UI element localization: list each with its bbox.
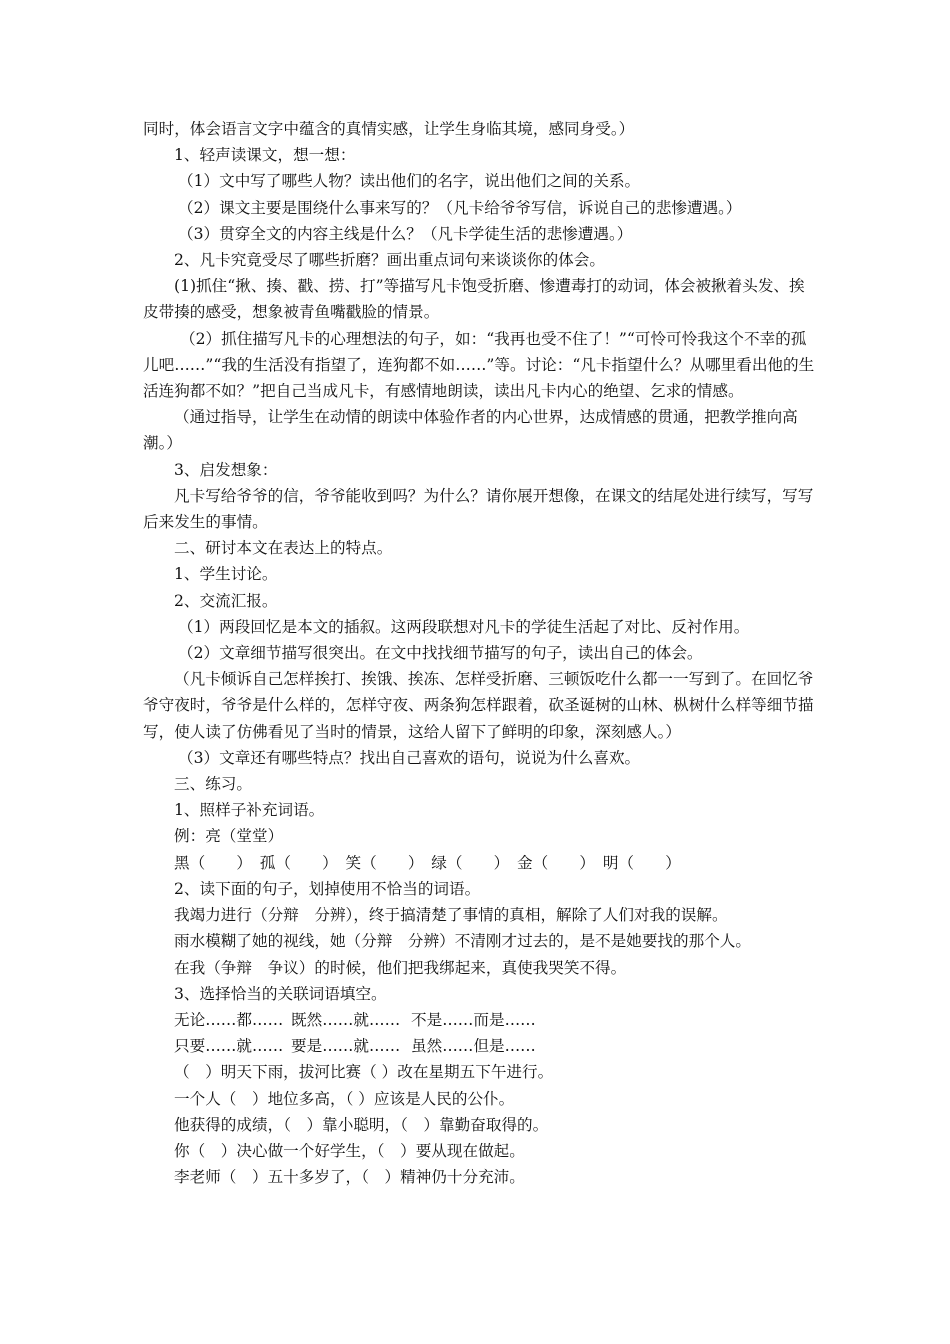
exercise-heading: 1、照样子补充词语。 [174,801,325,820]
question-item: （1）文中写了哪些人物？读出他们的名字，说出他们之间的关系。 [178,172,641,191]
conjunction-row [143,1033,815,1059]
paragraph: （2）抓住描写凡卡的心理想法的句子，如：“我再也受不住了！”“可怜可怜我这个不幸的孤儿吧……”“我的生活没有指望了，连狗都不如……”等。讨论：“凡卡指望什么？从哪里看出他的生活连狗都不如？”把自己当成凡卡，有感情地朗读，读出凡卡内心的绝望、乞求的情感。 [143,329,815,401]
exercise-sentence: 雨水模糊了她的视线，她（分辩 分辨）不清刚才过去的，是不是她要找的那个人。 [174,932,751,951]
paragraph: （凡卡倾诉自己怎样挨打、挨饿、挨冻、怎样受折磨、三顿饭吃什么都一一写到了。在回忆爷爷守夜时，爷爷是什么样的，怎样守夜、两条狗怎样跟着，砍圣诞树的山林、枞树什么样等细节描写，使人读了仿佛看见了当时的情景，这给人留下了鲜明的印象，深刻感人。） [143,670,814,741]
exercise-heading: 2、读下面的句子，划掉使用不恰当的词语。 [174,879,481,898]
paragraph: (1)抓住“揪、揍、戳、捞、打”等描写凡卡饱受折磨、惨遭毒打的动词，体会被揪着头发、挨皮带揍的感受，想象被青鱼嘴戳脸的情景。 [143,277,805,322]
conjunction-option: 不是……而是…… [411,1010,536,1029]
list-item: （1）两段回忆是本文的插叙。这两段联想对凡卡的学徒生活起了对比、反衬作用。 [178,617,750,636]
list-item: （3）文章还有哪些特点？找出自己喜欢的语句，说说为什么喜欢。 [178,748,641,767]
conjunction-option: 虽然……但是…… [411,1037,536,1056]
section-heading: 3、启发想象： [174,460,278,479]
exercise-sentence: 我竭力进行（分辩 分辨），终于搞清楚了事情的真相，解除了人们对我的误解。 [174,906,728,925]
section-heading: 二、研讨本文在表达上的特点。 [174,539,393,558]
exercise-sentence: （ ）明天下雨，拔河比赛（ ）改在星期五下午进行。 [174,1063,554,1082]
list-item: 1、学生讨论。 [174,565,278,584]
example-line: 例：亮（堂堂） [174,827,284,846]
exercise-sentence: 在我（争辩 争议）的时候，他们把我绑起来，真使我哭笑不得。 [174,958,627,977]
section-heading: 三、练习。 [174,775,252,794]
list-item: 2、交流汇报。 [174,591,278,610]
exercise-sentence: 李老师（ ）五十多岁了，（ ）精神仍十分充沛。 [174,1168,525,1187]
conjunction-option: 要是……就…… [291,1037,401,1056]
list-item: （2）文章细节描写很突出。在文中找找细节描写的句子，读出自己的体会。 [178,644,703,663]
conjunction-row [143,1007,815,1033]
fill-blank-line: 黑（ ） 孤（ ） 笑（ ） 绿（ ） 金（ ） 明（ ） [174,853,681,872]
section-heading: 2、凡卡究竟受尽了哪些折磨？画出重点词句来谈谈你的体会。 [174,251,605,270]
exercise-sentence: 他获得的成绩，（ ）靠小聪明，（ ）靠勤奋取得的。 [174,1115,549,1134]
conjunction-option: 无论……都…… [174,1010,284,1029]
conjunction-option: 既然……就…… [291,1010,401,1029]
paragraph: （通过指导，让学生在动情的朗读中体验作者的内心世界，达成情感的贯通，把教学推向高潮。） [143,408,798,453]
question-item: （3）贯穿全文的内容主线是什么？（凡卡学徒生活的悲惨遭遇。） [178,224,633,243]
section-heading: 1、轻声读课文，想一想： [174,146,356,165]
document-body [143,116,815,1190]
conjunction-option: 只要……就…… [174,1037,284,1056]
paragraph: 凡卡写给爷爷的信，爷爷能收到吗？为什么？请你展开想像，在课文的结尾处进行续写，写写后来发生的事情。 [143,486,814,532]
exercise-heading: 3、选择恰当的关联词语填空。 [174,984,387,1003]
question-item: （2）课文主要是围绕什么事来写的？（凡卡给爷爷写信，诉说自己的悲惨遭遇。） [178,198,742,217]
paragraph: 同时，体会语言文字中蕴含的真情实感，让学生身临其境，感同身受。） [143,120,635,138]
exercise-sentence: 你（ ）决心做一个好学生，（ ）要从现在做起。 [174,1141,525,1160]
exercise-sentence: 一个人（ ）地位多高，（ ）应该是人民的公仆。 [174,1089,515,1108]
